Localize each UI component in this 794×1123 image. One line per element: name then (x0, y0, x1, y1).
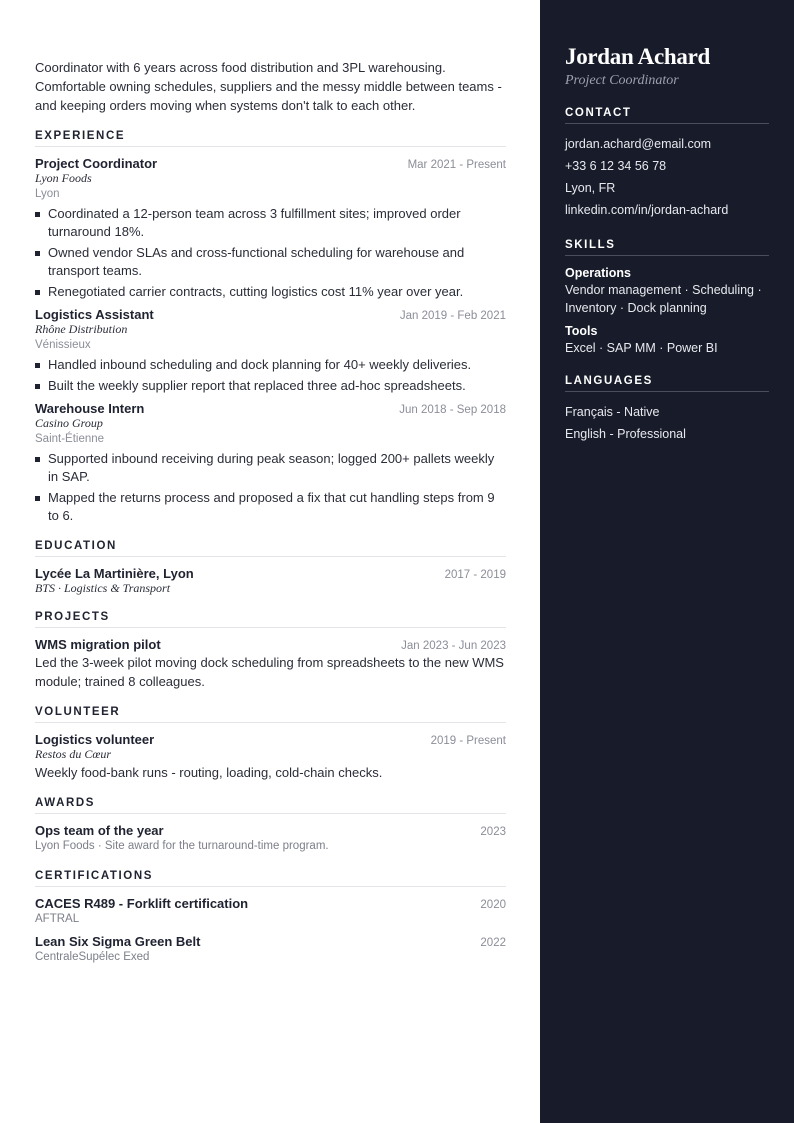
education-section (35, 540, 506, 596)
certification-issuer: AFTRAL (35, 913, 80, 925)
job-date: Mar 2021 - Present (407, 159, 506, 171)
location: Lyon (35, 188, 60, 200)
skill-group-title: Operations (565, 266, 631, 280)
volunteer-date: 2019 - Present (430, 735, 506, 747)
certification-issuer: CentraleSupélec Exed (35, 951, 150, 963)
volunteer-section (35, 706, 506, 782)
summary: Coordinator with 6 years across food distribution and 3PL warehousing. Comfortable owning schedules, suppliers and the messy middle between teams - and keeping orders moving when systems don't talk to each other. (35, 60, 502, 113)
section-title: LANGUAGES (565, 375, 769, 392)
sidebar (540, 0, 794, 1123)
degree: BTS · Logistics & Transport (35, 581, 171, 595)
company: Rhône Distribution (35, 322, 128, 336)
contact-section (565, 107, 769, 221)
contact-location: Lyon, FR (565, 181, 616, 195)
job-title: Project Coordinator (35, 156, 158, 171)
job-title: Warehouse Intern (35, 401, 145, 416)
education-entry (35, 566, 506, 596)
bullet-list (35, 356, 506, 395)
location: Saint-Étienne (35, 433, 105, 445)
certifications-section (35, 870, 506, 966)
job-date: Jan 2019 - Feb 2021 (399, 310, 506, 322)
volunteer-entry (35, 732, 506, 782)
bullet: Handled inbound scheduling and dock planning for 40+ weekly deliveries. (35, 356, 506, 374)
section-title: CONTACT (565, 107, 769, 124)
awards-section (35, 797, 506, 855)
bullet: Coordinated a 12-person team across 3 fulfillment sites; improved order turnaround 18%. (35, 205, 506, 241)
project-description: Led the 3-week pilot moving dock scheduling from spreadsheets to the new WMS module; trained 8 colleagues. (35, 655, 504, 689)
section-title: VOLUNTEER (35, 706, 506, 723)
job-date: Jun 2018 - Sep 2018 (399, 404, 506, 416)
award-entry (35, 823, 506, 855)
certification-title: CACES R489 - Forklift certification (35, 896, 249, 911)
bullet: Mapped the returns process and proposed a fix that cut handling steps from 9 to 6. (35, 489, 506, 525)
certification-date: 2022 (480, 937, 506, 949)
experience-section (35, 130, 506, 525)
candidate-name: Jordan Achard (565, 44, 710, 69)
certification-date: 2020 (480, 899, 506, 911)
section-title: SKILLS (565, 239, 769, 256)
award-date: 2023 (480, 826, 506, 838)
experience-entry (35, 401, 506, 525)
award-title: Ops team of the year (35, 823, 164, 838)
section-title: PROJECTS (35, 611, 506, 628)
skill-group-title: Tools (565, 324, 598, 338)
experience-entry (35, 307, 506, 395)
bullet: Supported inbound receiving during peak season; logged 200+ pallets weekly in SAP. (35, 450, 506, 486)
bullet-list (35, 450, 506, 525)
job-title: Logistics Assistant (35, 307, 154, 322)
location: Vénissieux (35, 339, 91, 351)
section-title: CERTIFICATIONS (35, 870, 506, 887)
company: Lyon Foods (35, 171, 92, 185)
award-detail: Lyon Foods · Site award for the turnaround-time program. (35, 840, 329, 852)
contact-phone: +33 6 12 34 56 78 (565, 159, 667, 173)
certification-title: Lean Six Sigma Green Belt (35, 934, 201, 949)
volunteer-title: Logistics volunteer (35, 732, 155, 747)
section-title: AWARDS (35, 797, 506, 814)
skills-section (565, 239, 769, 357)
bullet: Renegotiated carrier contracts, cutting logistics cost 11% year over year. (35, 283, 506, 301)
contact-linkedin[interactable]: linkedin.com/in/jordan-achard (565, 203, 729, 217)
section-title: EDUCATION (35, 540, 506, 557)
main-column (35, 58, 506, 972)
bullet: Built the weekly supplier report that replaced three ad-hoc spreadsheets. (35, 377, 506, 395)
candidate-role: Project Coordinator (565, 73, 679, 88)
school-name: Lycée La Martinière, Lyon (35, 566, 194, 581)
volunteer-description: Weekly food-bank runs - routing, loading, cold-chain checks. (35, 765, 383, 780)
company: Casino Group (35, 416, 103, 430)
project-entry (35, 637, 506, 691)
education-date: 2017 - 2019 (444, 569, 506, 581)
bullet: Owned vendor SLAs and cross-functional scheduling for warehouse and transport teams. (35, 244, 506, 280)
skill-group-items: Vendor management · Scheduling · Inventory · Dock planning (565, 283, 762, 315)
skill-group-items: Excel · SAP MM · Power BI (565, 341, 718, 355)
section-title: EXPERIENCE (35, 130, 506, 147)
certification-entry (35, 934, 506, 966)
languages-section (565, 375, 769, 445)
project-date: Jan 2023 - Jun 2023 (401, 640, 506, 652)
contact-email[interactable]: jordan.achard@email.com (565, 137, 712, 151)
projects-section (35, 611, 506, 691)
certification-entry (35, 896, 506, 928)
project-title: WMS migration pilot (35, 637, 161, 652)
language-item: English - Professional (565, 427, 686, 441)
bullet-list (35, 205, 506, 301)
volunteer-org: Restos du Cœur (35, 747, 112, 761)
experience-entry (35, 156, 506, 301)
language-item: Français - Native (565, 405, 660, 419)
